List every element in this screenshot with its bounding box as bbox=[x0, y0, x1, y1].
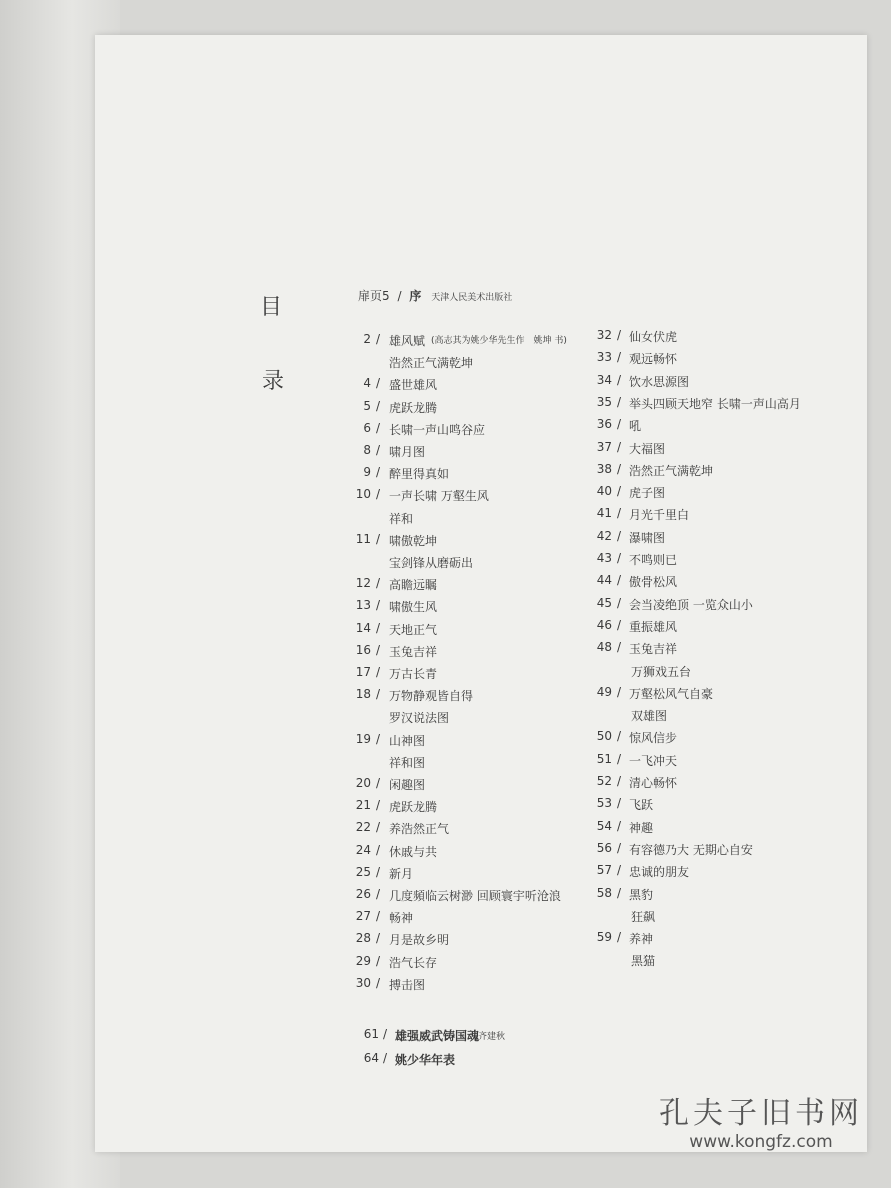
toc-page-number: 45 bbox=[596, 595, 612, 610]
toc-slash: / bbox=[617, 328, 622, 342]
toc-page-number: 16 bbox=[355, 642, 371, 657]
toc-title: 会当凌绝顶 一览众山小 bbox=[629, 597, 753, 612]
toc-page-number: 53 bbox=[596, 796, 612, 811]
toc-title: 重振雄风 bbox=[629, 619, 678, 634]
toc-title: 畅神 bbox=[389, 911, 414, 926]
toc-title: 忠诚的朋友 bbox=[629, 865, 690, 880]
toc-slash: / bbox=[376, 398, 381, 413]
toc-title: 浩然正气满乾坤 bbox=[389, 356, 474, 371]
toc-slash: / bbox=[617, 818, 622, 833]
intro-slash: / bbox=[397, 289, 402, 303]
toc-slash: / bbox=[617, 640, 622, 655]
toc-title: 月光千里白 bbox=[629, 508, 690, 523]
toc-slash: / bbox=[617, 863, 622, 878]
toc-title: 雄强威武铸国魂 bbox=[395, 1029, 480, 1043]
toc-slash: / bbox=[376, 820, 381, 835]
toc-page-number: 36 bbox=[596, 417, 612, 432]
toc-page-number: 10 bbox=[355, 487, 371, 502]
toc-title: 休戚与共 bbox=[389, 844, 438, 859]
toc-title: 虎跃龙腾 bbox=[389, 800, 438, 815]
toc-slash: / bbox=[617, 372, 622, 387]
toc-page-number: 13 bbox=[355, 598, 371, 613]
toc-slash: / bbox=[376, 931, 381, 946]
toc-page-number: 28 bbox=[355, 931, 371, 946]
toc-title: 一飞冲天 bbox=[629, 753, 678, 768]
toc-slash: / bbox=[376, 642, 381, 657]
intro-title: 序 bbox=[409, 289, 422, 303]
toc-page-number: 26 bbox=[355, 887, 371, 901]
toc-slash: / bbox=[617, 684, 622, 699]
toc-page-number: 40 bbox=[596, 484, 612, 499]
toc-title: 啸傲生风 bbox=[389, 600, 438, 615]
toc-title: 惊风信步 bbox=[629, 731, 678, 746]
toc-page-number: 33 bbox=[596, 350, 612, 365]
toc-page-number: 50 bbox=[596, 729, 612, 744]
toc-title: 几度頻临云树渺 回顾寰宇听沧浪 bbox=[389, 889, 561, 903]
toc-slash: / bbox=[376, 798, 381, 813]
toc-page-number: 58 bbox=[596, 885, 612, 900]
toc-title: 万古长青 bbox=[389, 667, 438, 681]
toc-slash: / bbox=[376, 842, 381, 857]
toc-slash: / bbox=[617, 617, 622, 632]
toc-title: 高瞻远瞩 bbox=[389, 578, 438, 593]
toc-page-number: 8 bbox=[363, 443, 371, 457]
toc-title: 傲骨松风 bbox=[629, 575, 678, 590]
toc-title: 黑豹 bbox=[629, 887, 654, 902]
toc-title: 举头四顾天地窄 长啸一声山高月 bbox=[629, 396, 801, 411]
toc-slash: / bbox=[376, 731, 381, 746]
toc-title: 浩然正气满乾坤 bbox=[629, 463, 714, 478]
toc-slash: / bbox=[617, 461, 622, 476]
toc-slash: / bbox=[617, 840, 622, 855]
watermark-url: www.kongfz.com bbox=[689, 1132, 833, 1152]
toc-slash: / bbox=[617, 729, 622, 744]
toc-page-number: 34 bbox=[596, 372, 612, 387]
toc-page-number: 61 bbox=[363, 1027, 379, 1041]
toc-slash: / bbox=[383, 1027, 388, 1041]
toc-title: 搏击图 bbox=[389, 977, 426, 992]
toc-slash: / bbox=[376, 887, 381, 901]
toc-slash: / bbox=[617, 885, 622, 900]
toc-title: 虎子图 bbox=[629, 486, 666, 501]
heading-char-2: 录 bbox=[262, 369, 285, 394]
toc-slash: / bbox=[617, 439, 622, 454]
toc-page-number: 44 bbox=[596, 573, 612, 588]
toc-page-number: 21 bbox=[355, 798, 371, 813]
toc-title: 啸傲乾坤 bbox=[389, 533, 438, 548]
toc-slash: / bbox=[376, 531, 381, 546]
toc-page-number: 17 bbox=[355, 665, 371, 679]
toc-title: 盛世雄风 bbox=[389, 378, 438, 393]
toc-title: 天地正气 bbox=[389, 622, 438, 637]
toc-slash: / bbox=[617, 930, 622, 945]
toc-slash: / bbox=[617, 484, 622, 499]
toc-slash: / bbox=[376, 975, 381, 990]
toc-page-number: 56 bbox=[596, 840, 612, 855]
toc-page-number: 37 bbox=[596, 439, 612, 454]
toc-title: 养神 bbox=[629, 932, 654, 947]
watermark bbox=[659, 1088, 863, 1152]
toc-page-number: 9 bbox=[363, 465, 371, 480]
toc-title: 狂飙 bbox=[631, 909, 656, 924]
toc-slash: / bbox=[376, 443, 381, 457]
toc-page-number: 6 bbox=[363, 420, 371, 435]
toc-title: 新月 bbox=[389, 866, 414, 881]
toc-slash: / bbox=[376, 665, 381, 679]
heading-char-1: 目 bbox=[260, 295, 283, 320]
toc-title: 有容德乃大 无期心自安 bbox=[629, 842, 753, 857]
toc-slash: / bbox=[617, 394, 622, 409]
toc-page-number: 20 bbox=[355, 776, 371, 790]
toc-title: 浩气长存 bbox=[389, 955, 438, 970]
toc-slash: / bbox=[376, 620, 381, 635]
toc-title: 飞跃 bbox=[629, 798, 654, 813]
toc-title: 玉兔吉祥 bbox=[629, 642, 678, 657]
toc-page-number: 46 bbox=[596, 617, 612, 632]
toc-title: 宝剑锋从磨砺出 bbox=[389, 556, 474, 570]
toc-title: 雄风赋 bbox=[389, 334, 426, 348]
toc-title: 清心畅怀 bbox=[629, 776, 678, 790]
toc-title: 祥和 bbox=[389, 511, 414, 526]
toc-page-number: 52 bbox=[596, 774, 612, 788]
toc-page-number: 5 bbox=[363, 398, 371, 413]
toc-slash: / bbox=[376, 953, 381, 968]
toc-title: 啸月图 bbox=[389, 445, 426, 459]
book-page bbox=[95, 35, 867, 1152]
toc-page-number: 12 bbox=[355, 576, 371, 591]
toc-page-number: 32 bbox=[596, 328, 612, 342]
toc-slash: / bbox=[617, 506, 622, 521]
toc-title: 醉里得真如 bbox=[389, 467, 450, 482]
toc-slash: / bbox=[376, 598, 381, 613]
intro-row bbox=[358, 287, 512, 304]
toc-slash: / bbox=[376, 465, 381, 480]
toc-title: 养浩然正气 bbox=[389, 822, 450, 837]
toc-slash: / bbox=[376, 909, 381, 924]
toc-slash: / bbox=[376, 420, 381, 435]
toc-page-number: 4 bbox=[363, 376, 371, 391]
toc-title: 黑猫 bbox=[631, 954, 656, 969]
toc-title: 吼 bbox=[629, 419, 642, 434]
toc-page-number: 57 bbox=[596, 863, 612, 878]
toc-slash: / bbox=[617, 751, 622, 766]
toc-page-number: 35 bbox=[596, 394, 612, 409]
toc-slash: / bbox=[376, 487, 381, 502]
toc-slash: / bbox=[617, 350, 622, 365]
toc-slash: / bbox=[376, 776, 381, 790]
toc-page-number: 11 bbox=[355, 531, 371, 546]
toc-slash: / bbox=[376, 332, 381, 346]
toc-slash: / bbox=[617, 417, 622, 432]
toc-title: 月是故乡明 bbox=[389, 933, 450, 948]
toc-title: 一声长啸 万壑生风 bbox=[389, 489, 489, 504]
toc-title: 祥和图 bbox=[389, 755, 426, 770]
toc-title: 万物静观皆自得 bbox=[389, 689, 474, 704]
toc-title: 姚少华年表 bbox=[395, 1053, 456, 1067]
toc-page-number: 49 bbox=[596, 684, 612, 699]
toc-page-number: 18 bbox=[355, 687, 371, 702]
toc-slash: / bbox=[617, 595, 622, 610]
toc-page-number: 29 bbox=[355, 953, 371, 968]
toc-title: 玉兔吉祥 bbox=[389, 644, 438, 659]
toc-slash: / bbox=[376, 376, 381, 391]
toc-page-number: 30 bbox=[355, 975, 371, 990]
toc-slash: / bbox=[376, 687, 381, 702]
intro-author: 天津人民美术出版社 bbox=[431, 293, 513, 303]
toc-page-number: 51 bbox=[596, 751, 612, 766]
toc-title: 饮水思源图 bbox=[629, 374, 690, 389]
toc-slash: / bbox=[617, 528, 622, 543]
toc-title: 万狮戏五台 bbox=[631, 664, 692, 679]
toc-slash: / bbox=[617, 573, 622, 588]
toc-title: 万壑松风气自豪 bbox=[629, 686, 714, 701]
toc-page-number: 43 bbox=[596, 551, 612, 565]
toc-page-number: 14 bbox=[355, 620, 371, 635]
toc-page-number: 64 bbox=[363, 1051, 379, 1065]
watermark-chinese: 孔夫子旧书网 bbox=[659, 1096, 863, 1131]
toc-title: 罗汉说法图 bbox=[389, 711, 450, 726]
toc-title: 瀑啸图 bbox=[629, 530, 666, 545]
toc-page-number: 27 bbox=[355, 909, 371, 924]
toc-slash: / bbox=[376, 576, 381, 591]
toc-page-number: 48 bbox=[596, 640, 612, 655]
toc-title: 不鸣则已 bbox=[629, 553, 678, 567]
toc-page-number: 24 bbox=[355, 842, 371, 857]
toc-title: 神趣 bbox=[629, 820, 654, 835]
toc-title: 大福图 bbox=[629, 441, 666, 456]
toc-title: 虎跃龙腾 bbox=[389, 400, 438, 415]
toc-page-number: 38 bbox=[596, 461, 612, 476]
toc-title: 长啸一声山鸣谷应 bbox=[389, 422, 486, 437]
toc-page-number: 22 bbox=[355, 820, 371, 835]
toc-title: 观远畅怀 bbox=[629, 352, 678, 367]
toc-page-number: 54 bbox=[596, 818, 612, 833]
toc-page-number: 2 bbox=[363, 332, 371, 346]
toc-page-number: 41 bbox=[596, 506, 612, 521]
toc-author: 齐建秋 bbox=[478, 1032, 506, 1042]
intro-page: 扉页5 bbox=[358, 289, 390, 303]
toc-slash: / bbox=[617, 796, 622, 811]
toc-note: (高志其为姚少华先生作 姚坤 书) bbox=[431, 336, 567, 346]
toc-slash: / bbox=[376, 864, 381, 879]
toc-title: 闲趣图 bbox=[389, 778, 426, 792]
toc-slash: / bbox=[617, 774, 622, 788]
toc-page-number: 59 bbox=[596, 930, 612, 945]
toc-slash: / bbox=[617, 551, 622, 565]
toc-slash: / bbox=[383, 1051, 388, 1065]
toc-page-number: 19 bbox=[355, 731, 371, 746]
toc-page-number: 42 bbox=[596, 528, 612, 543]
toc-title: 仙女伏虎 bbox=[629, 330, 678, 344]
toc-title: 山神图 bbox=[389, 733, 426, 748]
toc-page-number: 25 bbox=[355, 864, 371, 879]
toc-title: 双雄图 bbox=[631, 709, 668, 724]
